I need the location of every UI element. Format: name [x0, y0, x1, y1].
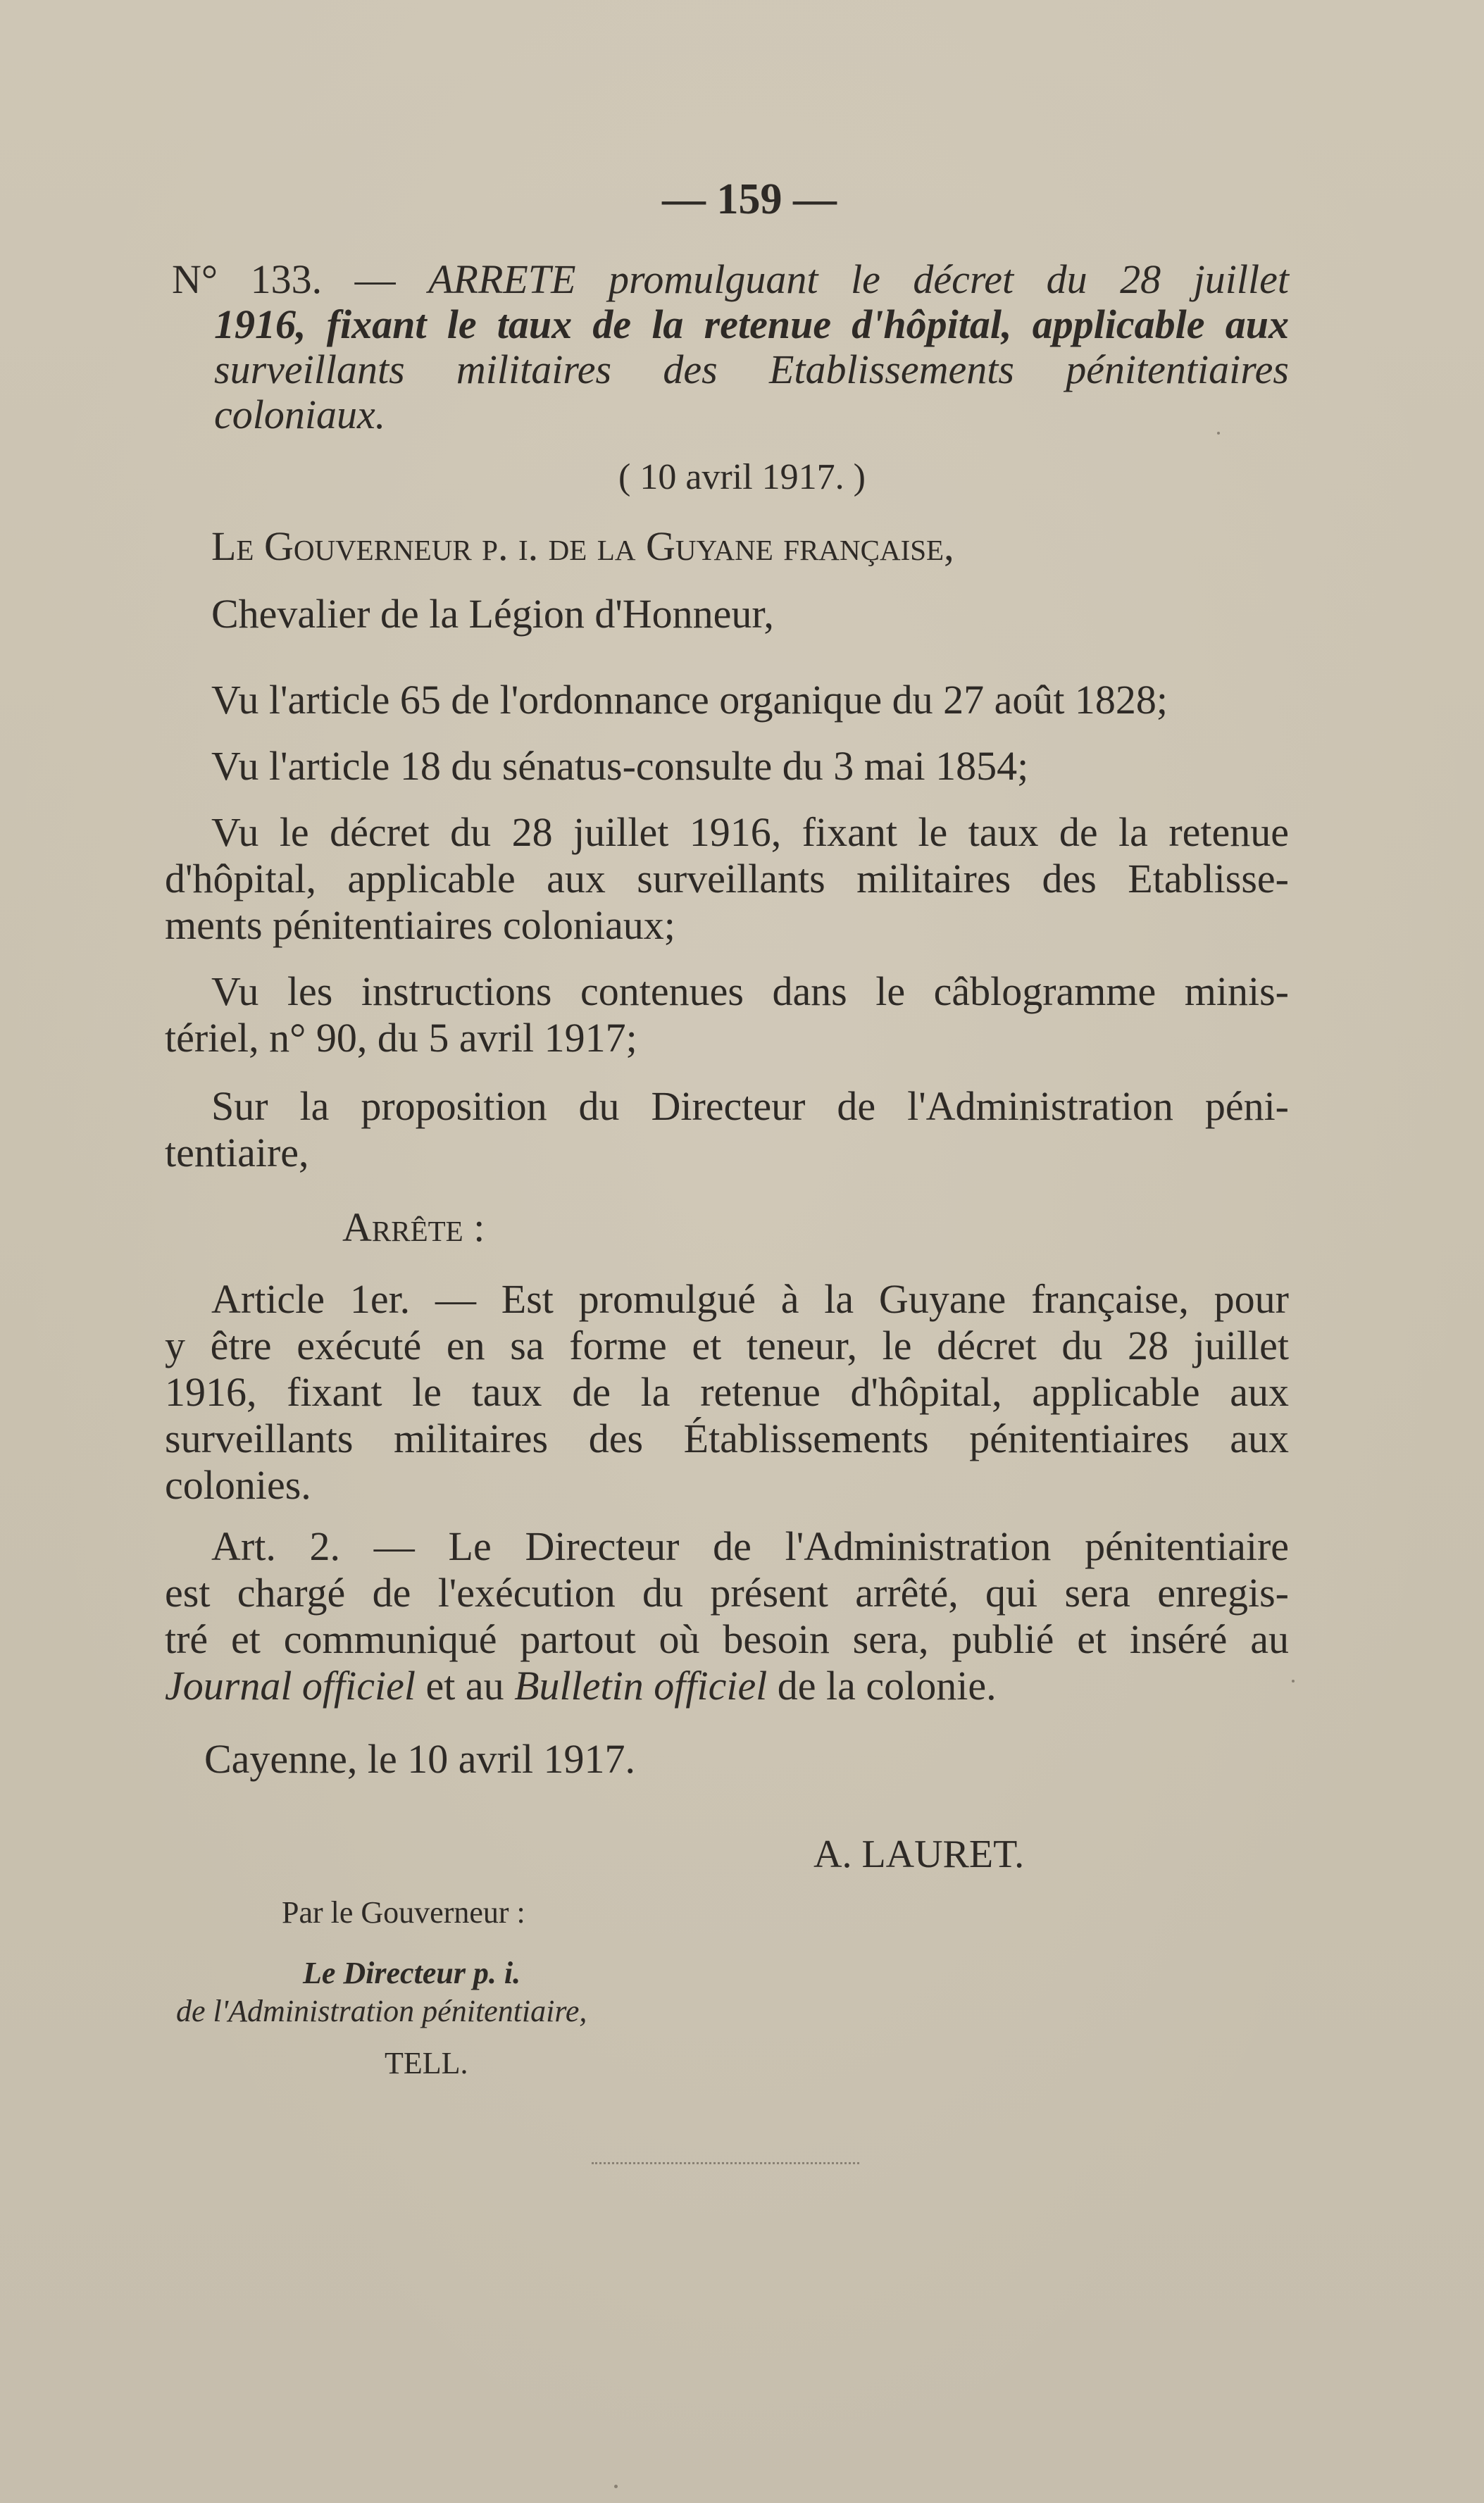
governor-title: Chevalier de la Légion d'Honneur,	[211, 591, 774, 637]
section-divider	[592, 2162, 859, 2164]
decree-date: ( 10 avril 1917. )	[618, 457, 866, 497]
arrete-label: Arrête :	[342, 1204, 485, 1250]
paper-speck	[1217, 432, 1220, 435]
consideration-1: Vu l'article 65 de l'ordonnance organique du 27 août 1828;	[211, 677, 1168, 723]
consideration-4-line-1: Vu les instructions contenues dans le câblogramme minis-	[211, 968, 1289, 1014]
article-2-line-3: tré et communiqué partout où besoin sera, publié et inséré au	[165, 1616, 1289, 1662]
bulletin-officiel: Bulletin officiel	[514, 1663, 768, 1709]
place-date: Cayenne, le 10 avril 1917.	[204, 1736, 636, 1782]
article-1-line-3: 1916, fixant le taux de la retenue d'hôpital, applicable aux	[165, 1369, 1289, 1415]
article-1-line-4: surveillants militaires des Établissements pénitentiaires aux	[165, 1416, 1289, 1461]
heading-line-2: 1916, fixant le taux de la retenue d'hôpital, applicable aux	[214, 301, 1289, 347]
countersign-name: TELL.	[385, 2046, 468, 2080]
paper-speck	[1292, 1680, 1295, 1683]
heading-line-3: surveillants militaires des Etablissements pénitentiaires	[214, 347, 1289, 392]
countersign-title-1: Le Directeur p. i.	[303, 1956, 521, 1990]
page-number: — 159 —	[662, 175, 837, 223]
countersign-par: Par le Gouverneur :	[282, 1895, 525, 1930]
consideration-5-line-2: tentiaire,	[165, 1130, 309, 1175]
consideration-3-line-1: Vu le décret du 28 juillet 1916, fixant le taux de la retenue	[211, 809, 1289, 855]
article-2-line-4	[165, 1663, 997, 1709]
countersign-title-2: de l'Administration pénitentiaire,	[176, 1994, 587, 2028]
article-1-line-1: Article 1er. — Est promulgué à la Guyane française, pour	[211, 1276, 1289, 1322]
governor-line: Le Gouverneur p. i. de la Guyane française,	[211, 523, 954, 569]
article-2-ending: de la colonie.	[767, 1663, 997, 1709]
consideration-3-line-3: ments pénitentiaires coloniaux;	[165, 902, 675, 948]
heading-line-1	[172, 256, 1289, 303]
article-1-line-5: colonies.	[165, 1462, 311, 1508]
article-1-line-2: y être exécuté en sa forme et teneur, le décret du 28 juillet	[165, 1323, 1289, 1368]
article-2-connector: et au	[416, 1663, 515, 1709]
heading-title: ARRETE promulguant le décret du 28 juillet	[428, 256, 1289, 302]
heading-line-4: coloniaux.	[214, 392, 386, 437]
article-2-line-1: Art. 2. — Le Directeur de l'Administration pénitentiaire	[211, 1523, 1289, 1569]
journal-officiel: Journal officiel	[165, 1663, 416, 1709]
consideration-5-line-1: Sur la proposition du Directeur de l'Administration péni-	[211, 1083, 1289, 1129]
consideration-4-line-2: tériel, n° 90, du 5 avril 1917;	[165, 1015, 637, 1061]
paper-speck	[614, 2485, 618, 2488]
heading-number: N° 133. —	[172, 256, 429, 302]
signatory: A. LAURET.	[813, 1833, 1025, 1876]
article-2-line-2: est chargé de l'exécution du présent arrêté, qui sera enregis-	[165, 1570, 1289, 1616]
consideration-3-line-2: d'hôpital, applicable aux surveillants militaires des Etablisse-	[165, 856, 1289, 901]
consideration-2: Vu l'article 18 du sénatus-consulte du 3 mai 1854;	[211, 743, 1029, 789]
